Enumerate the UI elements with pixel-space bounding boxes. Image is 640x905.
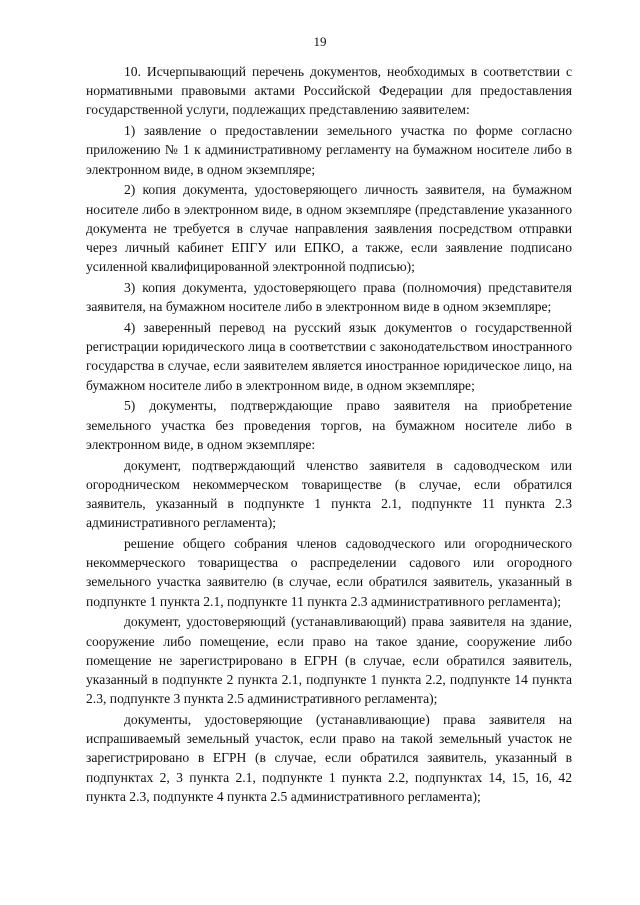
page-number: 19	[313, 34, 327, 49]
paragraph-subitem-5: 5) документы, подтверждающие право заявителя на приобретение земельного участка без проведения торгов, на бумажном носителе либо в электронном виде, в одном экземпляре:	[86, 398, 572, 452]
paragraph-assembly-decision: решение общего собрания членов садоводческого или огороднического некоммерческого товарищества о распределении садового или огородного земельного участка заявителю (в случае, если обратился заявитель, указанный в подпункте 1 пункта 2.1, подпункте 11 пункта 2.3 административного регламента);	[86, 536, 572, 609]
paragraph-subitem-4: 4) заверенный перевод на русский язык документов о государственной регистрации юридического лица в соответствии с законодательством иностранного государства в случае, если заявителем является иностранное юридическое лицо, на бумажном носителе либо в электронном виде, в одном экземпляре;	[86, 320, 572, 393]
paragraph-subitem-2: 2) копия документа, удостоверяющего личность заявителя, на бумажном носителе либо в электронном виде, в одном экземпляре (представление указанного документа не требуется в случае направления заявления посредством отправки через личный кабинет ЕПГУ или ЕПКО, а также, если заявление подписано усиленной квалифицированной электронной подписью);	[86, 182, 572, 275]
paragraph-item-10: 10. Исчерпывающий перечень документов, необходимых в соответствии с нормативными правовыми актами Российской Федерации для предоставления государственной услуги, подлежащих представлению заявителем:	[86, 64, 572, 118]
paragraph-land-rights-documents: документы, удостоверяющие (устанавливающие) права заявителя на испрашиваемый земельный участок, если право на такой земельный участок не зарегистрировано в ЕГРН (в случае, если обратился заявитель, указанный в подпунктах 2, 3 пункта 2.1, подпункте 1 пункта 2.2, подпунктах 14, 15, 16, 42 пункта 2.3, подпункте 4 пункта 2.5 административного регламента);	[86, 712, 572, 804]
paragraph-subitem-1: 1) заявление о предоставлении земельного участка по форме согласно приложению № 1 к административному регламенту на бумажном носителе либо в электронном виде, в одном экземпляре;	[86, 123, 572, 177]
paragraph-building-rights-document: документ, удостоверяющий (устанавливающий) права заявителя на здание, сооружение либо помещение, если право на такое здание, сооружение либо помещение не зарегистрировано в ЕГРН (в случае, если обратился заявитель, указанный в подпункте 2 пункта 2.1, подпункте 1 пункта 2.2, подпункте 14 пункта 2.3, подпункте 3 пункта 2.5 административного регламента);	[86, 614, 572, 707]
document-body	[86, 62, 572, 808]
paragraph-membership-document: документ, подтверждающий членство заявителя в садоводческом или огородническом некоммерческом товариществе (в случае, если обратился заявитель, указанный в подпункте 1 пункта 2.1, подпункте 11 пункта 2.3 административного регламента);	[86, 457, 572, 531]
paragraph-subitem-3: 3) копия документа, удостоверяющего права (полномочия) представителя заявителя, на бумажном носителе либо в электронном виде в одном экземпляре;	[86, 280, 572, 315]
